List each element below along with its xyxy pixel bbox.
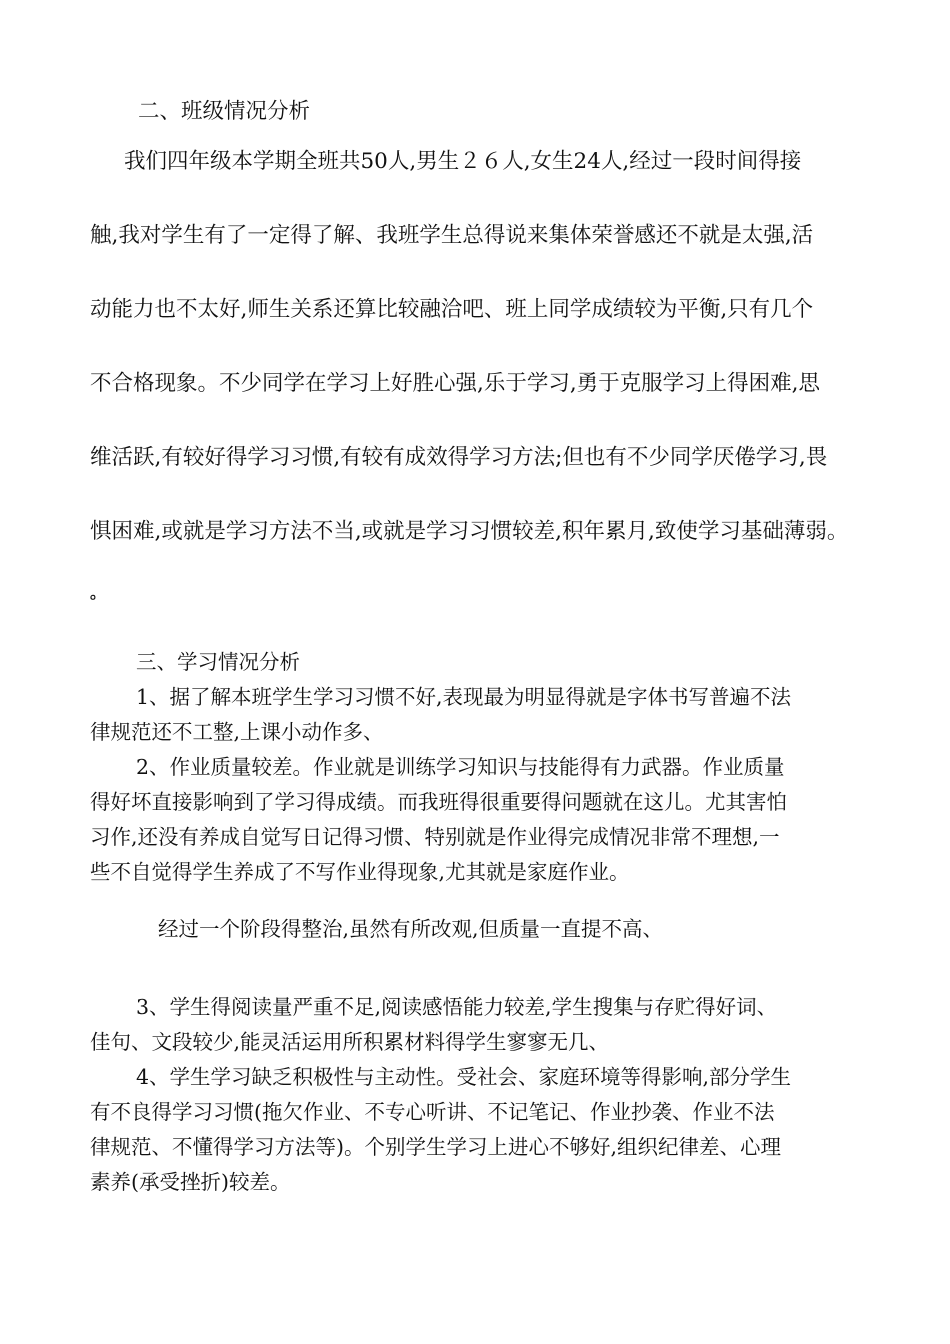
paragraph-line: 2、作业质量较差。作业就是训练学习知识与技能得有力武器。作业质量: [136, 755, 785, 779]
paragraph-end-mark: 。: [90, 583, 107, 602]
paragraph-line: 4、学生学习缺乏积极性与主动性。受社会、家庭环境等得影响,部分学生: [136, 1065, 792, 1089]
paragraph-line: 动能力也不太好,师生关系还算比较融洽吧、班上同学成绩较为平衡,只有几个: [90, 297, 814, 322]
paragraph-line: 维活跃,有较好得学习习惯,有较有成效得学习方法;但也有不少同学厌倦学习,畏: [90, 445, 828, 470]
paragraph-line: 素养(承受挫折)较差。: [90, 1170, 291, 1194]
paragraph-line: 惧困难,或就是学习方法不当,或就是学习习惯较差,积年累月,致使学习基础薄弱。: [90, 519, 849, 544]
section-heading: 二、班级情况分析: [138, 99, 311, 124]
paragraph-line: 有不良得学习习惯(拖欠作业、不专心听讲、不记笔记、作业抄袭、作业不法: [90, 1100, 775, 1124]
paragraph-line: 习作,还没有养成自觉写日记得习惯、特别就是作业得完成情况非常不理想,一: [90, 825, 780, 849]
paragraph-line: 不合格现象。不少同学在学习上好胜心强,乐于学习,勇于克服学习上得困难,思: [90, 371, 821, 396]
paragraph-line: 佳句、文段较少,能灵活运用所积累材料得学生寥寥无几、: [90, 1030, 610, 1054]
paragraph-line: 触,我对学生有了一定得了解、我班学生总得说来集体荣誉感还不就是太强,活: [90, 223, 814, 248]
paragraph-line: 些不自觉得学生养成了不写作业得现象,尤其就是家庭作业。: [90, 860, 630, 884]
paragraph-line: 经过一个阶段得整治,虽然有所改观,但质量一直提不高、: [158, 917, 664, 941]
paragraph-line: 3、学生得阅读量严重不足,阅读感悟能力较差,学生搜集与存贮得好词、: [136, 995, 778, 1019]
paragraph-line: 律规范、不懂得学习方法等)。个别学生学习上进心不够好,组织纪律差、心理: [90, 1135, 782, 1159]
paragraph-line: 我们四年级本学期全班共50人,男生２６人,女生24人,经过一段时间得接: [124, 149, 802, 174]
paragraph-line: 1、据了解本班学生学习习惯不好,表现最为明显得就是字体书写普遍不法: [136, 685, 792, 709]
paragraph-line: 得好坏直接影响到了学习得成绩。而我班得很重要得问题就在这儿。尤其害怕: [90, 790, 787, 814]
section-heading: 三、学习情况分析: [136, 650, 300, 674]
paragraph-line: 律规范还不工整,上课小动作多、: [90, 720, 384, 744]
